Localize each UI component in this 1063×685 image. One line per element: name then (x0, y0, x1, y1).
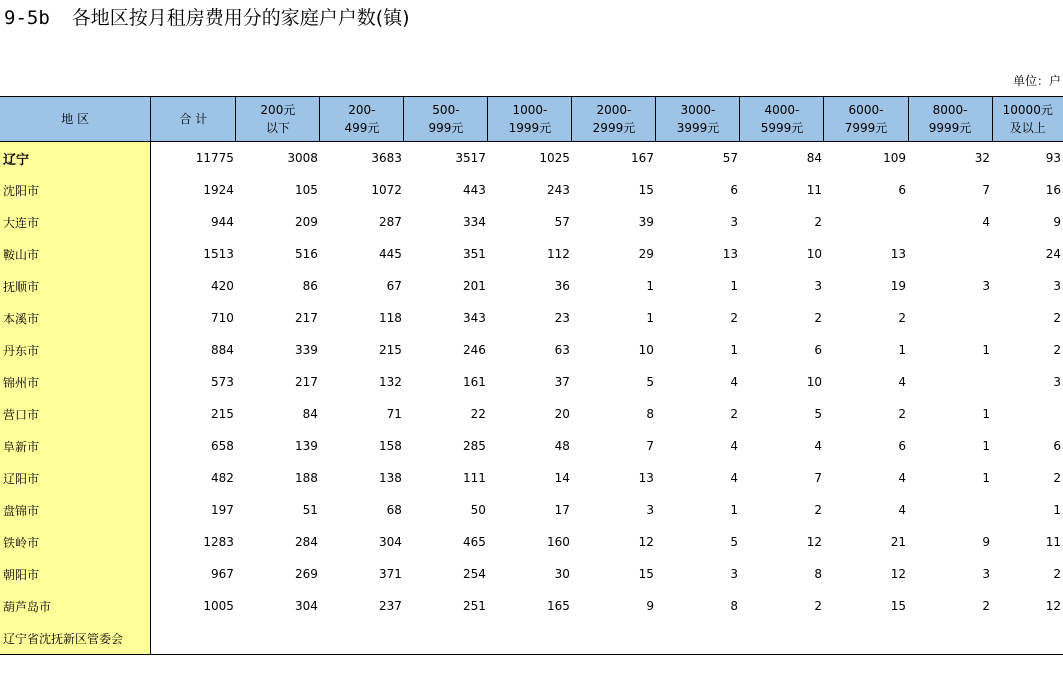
value-cell: 217 (294, 375, 318, 389)
region-cell: 辽阳市 (0, 462, 151, 494)
value-cell: 465 (463, 535, 486, 549)
value-cell (488, 622, 572, 655)
value-cell: 215 (379, 343, 402, 357)
region-cell: 盘锦市 (0, 494, 151, 526)
region-cell: 抚顺市 (0, 270, 151, 302)
data-table (0, 96, 1063, 655)
region-cell: 阜新市 (0, 430, 151, 462)
value-cell: 2 (1053, 567, 1061, 581)
table-row (0, 398, 1063, 430)
value-cell: 105 (294, 183, 318, 197)
region-cell: 朝阳市 (0, 558, 151, 590)
value-cell: 12 (806, 535, 822, 549)
value-cell: 167 (631, 151, 654, 165)
value-cell: 3 (730, 567, 738, 581)
value-cell: 6 (814, 343, 822, 357)
value-cell: 304 (379, 535, 402, 549)
value-cell: 269 (294, 567, 318, 581)
value-cell: 93 (1045, 151, 1061, 165)
value-cell: 201 (463, 279, 486, 293)
value-cell: 516 (294, 247, 318, 261)
region-cell: 葫芦岛市 (0, 590, 151, 622)
value-cell: 3 (814, 279, 822, 293)
value-cell: 284 (294, 535, 318, 549)
value-cell: 37 (554, 375, 570, 389)
value-cell (824, 206, 908, 238)
value-cell: 57 (554, 215, 570, 229)
value-cell: 158 (379, 439, 402, 453)
value-cell: 334 (463, 215, 486, 229)
value-cell: 1 (646, 279, 654, 293)
table-title: 各地区按月租房费用分的家庭户户数(镇) (71, 7, 410, 29)
value-cell: 13 (638, 471, 654, 485)
value-cell: 68 (386, 503, 402, 517)
value-cell: 7 (814, 471, 822, 485)
value-cell: 138 (379, 471, 402, 485)
value-cell: 32 (974, 151, 991, 165)
value-cell: 5 (814, 407, 822, 421)
region-cell: 丹东市 (0, 334, 151, 366)
value-cell: 5 (730, 535, 738, 549)
value-cell: 1 (730, 279, 738, 293)
table-row (0, 526, 1063, 558)
value-cell: 251 (463, 599, 486, 613)
column-header-8000-9999: 8000- 9999元 (908, 97, 992, 142)
table-row (0, 622, 1063, 655)
value-cell: 351 (463, 247, 486, 261)
value-cell: 84 (806, 151, 822, 165)
total-cell: 1924 (203, 183, 234, 197)
table-body (0, 142, 1063, 655)
value-cell: 2 (982, 599, 991, 613)
value-cell: 9 (1053, 215, 1061, 229)
unit-label: 单位：户 (1012, 74, 1061, 88)
value-cell (908, 302, 992, 334)
value-cell: 2 (1053, 343, 1061, 357)
total-cell: 967 (210, 567, 234, 581)
value-cell: 4 (898, 503, 906, 517)
value-cell: 3 (730, 215, 738, 229)
value-cell: 63 (554, 343, 570, 357)
value-cell: 3 (1053, 279, 1061, 293)
value-cell: 21 (890, 535, 906, 549)
column-header-1000-1999: 1000- 1999元 (488, 97, 572, 142)
value-cell: 371 (379, 567, 402, 581)
value-cell: 160 (547, 535, 570, 549)
value-cell: 15 (638, 567, 654, 581)
total-cell: 1283 (203, 535, 234, 549)
value-cell: 10 (638, 343, 654, 357)
page-title (4, 6, 410, 30)
value-cell (908, 238, 992, 270)
value-cell: 1 (982, 343, 991, 357)
value-cell: 24 (1045, 247, 1061, 261)
total-cell: 11775 (195, 151, 234, 165)
value-cell: 4 (898, 471, 906, 485)
value-cell: 9 (646, 599, 654, 613)
column-header-500-999: 500- 999元 (404, 97, 488, 142)
value-cell: 339 (294, 343, 318, 357)
value-cell: 10 (806, 375, 822, 389)
value-cell: 6 (730, 183, 738, 197)
value-cell: 209 (294, 215, 318, 229)
value-cell: 2 (898, 311, 906, 325)
table-number: 9-5b (4, 7, 50, 29)
value-cell: 1072 (371, 183, 402, 197)
total-cell: 1005 (203, 599, 234, 613)
value-cell: 4 (814, 439, 822, 453)
value-cell: 71 (386, 407, 402, 421)
region-cell: 大连市 (0, 206, 151, 238)
value-cell: 13 (722, 247, 738, 261)
value-cell: 3517 (455, 151, 486, 165)
value-cell: 4 (730, 375, 738, 389)
region-cell: 锦州市 (0, 366, 151, 398)
value-cell: 2 (730, 407, 738, 421)
value-cell (404, 622, 488, 655)
table-row (0, 206, 1063, 238)
value-cell: 67 (386, 279, 402, 293)
value-cell: 12 (890, 567, 906, 581)
value-cell (236, 622, 320, 655)
column-header-200-below: 200元 以下 (236, 97, 320, 142)
value-cell: 1 (730, 503, 738, 517)
value-cell: 6 (898, 183, 906, 197)
value-cell: 165 (547, 599, 570, 613)
value-cell: 8 (646, 407, 654, 421)
value-cell: 8 (730, 599, 738, 613)
total-cell: 420 (210, 279, 234, 293)
value-cell: 1 (646, 311, 654, 325)
total-cell: 1513 (203, 247, 234, 261)
table-row (0, 430, 1063, 462)
value-cell: 2 (814, 311, 822, 325)
value-cell: 5 (646, 375, 654, 389)
value-cell: 1 (982, 439, 991, 453)
value-cell: 11 (1045, 535, 1061, 549)
value-cell: 161 (463, 375, 486, 389)
value-cell: 343 (463, 311, 486, 325)
value-cell: 2 (814, 215, 822, 229)
value-cell: 3683 (371, 151, 402, 165)
value-cell: 13 (890, 247, 906, 261)
region-cell: 辽宁 (0, 142, 151, 175)
value-cell: 86 (302, 279, 318, 293)
region-cell: 鞍山市 (0, 238, 151, 270)
total-cell: 884 (210, 343, 234, 357)
value-cell: 112 (547, 247, 570, 261)
table-row (0, 142, 1063, 175)
value-cell: 4 (898, 375, 906, 389)
total-cell: 197 (210, 503, 234, 517)
value-cell: 287 (379, 215, 402, 229)
value-cell: 16 (1045, 183, 1061, 197)
value-cell: 1 (1053, 503, 1061, 517)
value-cell: 11 (806, 183, 822, 197)
value-cell: 139 (294, 439, 318, 453)
value-cell: 6 (898, 439, 906, 453)
value-cell: 1 (982, 471, 991, 485)
value-cell: 23 (554, 311, 570, 325)
value-cell: 3 (1053, 375, 1061, 389)
table-row (0, 366, 1063, 398)
total-cell: 215 (210, 407, 234, 421)
value-cell: 15 (890, 599, 906, 613)
table-row (0, 494, 1063, 526)
value-cell: 132 (379, 375, 402, 389)
value-cell (824, 622, 908, 655)
value-cell: 2 (1053, 311, 1061, 325)
value-cell (908, 622, 992, 655)
value-cell: 2 (814, 503, 822, 517)
value-cell: 7 (646, 439, 654, 453)
value-cell: 254 (463, 567, 486, 581)
value-cell: 36 (554, 279, 570, 293)
value-cell: 445 (379, 247, 402, 261)
value-cell: 1025 (539, 151, 570, 165)
value-cell: 237 (379, 599, 402, 613)
value-cell: 48 (554, 439, 570, 453)
total-cell (151, 622, 236, 655)
value-cell: 39 (638, 215, 654, 229)
value-cell: 2 (814, 599, 822, 613)
value-cell: 246 (463, 343, 486, 357)
value-cell: 1 (898, 343, 906, 357)
value-cell: 20 (554, 407, 570, 421)
value-cell: 443 (463, 183, 486, 197)
value-cell: 15 (638, 183, 654, 197)
total-cell: 482 (210, 471, 234, 485)
value-cell: 51 (302, 503, 318, 517)
value-cell: 3 (982, 567, 991, 581)
value-cell: 57 (722, 151, 738, 165)
table-row (0, 270, 1063, 302)
value-cell: 6 (1053, 439, 1061, 453)
value-cell: 111 (463, 471, 486, 485)
value-cell: 1 (982, 407, 991, 421)
value-cell (572, 622, 656, 655)
column-header-10000-above: 10000元 及以上 (992, 97, 1063, 142)
column-header-200-499: 200- 499元 (320, 97, 404, 142)
table-row (0, 238, 1063, 270)
value-cell: 217 (294, 311, 318, 325)
region-cell: 本溪市 (0, 302, 151, 334)
value-cell: 29 (638, 247, 654, 261)
value-cell: 22 (470, 407, 486, 421)
value-cell: 3008 (287, 151, 318, 165)
value-cell: 84 (302, 407, 318, 421)
value-cell: 7 (982, 183, 991, 197)
value-cell: 12 (638, 535, 654, 549)
region-cell: 营口市 (0, 398, 151, 430)
value-cell (320, 622, 404, 655)
table-row (0, 590, 1063, 622)
column-header-total: 合 计 (151, 97, 236, 142)
table-row (0, 302, 1063, 334)
total-cell: 573 (210, 375, 234, 389)
region-cell: 辽宁省沈抚新区管委会 (0, 622, 151, 655)
value-cell: 285 (463, 439, 486, 453)
value-cell (908, 366, 992, 398)
value-cell: 12 (1045, 599, 1061, 613)
region-cell: 铁岭市 (0, 526, 151, 558)
column-header-4000-5999: 4000- 5999元 (740, 97, 824, 142)
value-cell: 304 (294, 599, 318, 613)
total-cell: 658 (210, 439, 234, 453)
table-header (0, 97, 1063, 142)
table-row (0, 558, 1063, 590)
column-header-3000-3999: 3000- 3999元 (656, 97, 740, 142)
total-cell: 710 (210, 311, 234, 325)
table-row (0, 174, 1063, 206)
value-cell (656, 622, 740, 655)
value-cell: 243 (547, 183, 570, 197)
total-cell: 944 (210, 215, 234, 229)
value-cell: 4 (730, 471, 738, 485)
table-row (0, 334, 1063, 366)
value-cell: 4 (730, 439, 738, 453)
value-cell: 2 (730, 311, 738, 325)
value-cell: 14 (554, 471, 570, 485)
value-cell: 19 (890, 279, 906, 293)
value-cell: 3 (982, 279, 991, 293)
value-cell: 118 (379, 311, 402, 325)
value-cell (992, 398, 1063, 430)
value-cell: 2 (1053, 471, 1061, 485)
column-header-2000-2999: 2000- 2999元 (572, 97, 656, 142)
value-cell (908, 494, 992, 526)
value-cell: 10 (806, 247, 822, 261)
value-cell: 2 (898, 407, 906, 421)
value-cell (740, 622, 824, 655)
value-cell: 3 (646, 503, 654, 517)
region-cell: 沈阳市 (0, 174, 151, 206)
value-cell: 8 (814, 567, 822, 581)
table-row (0, 462, 1063, 494)
value-cell: 50 (470, 503, 486, 517)
value-cell (992, 622, 1063, 655)
value-cell: 17 (554, 503, 570, 517)
value-cell: 1 (730, 343, 738, 357)
column-header-6000-7999: 6000- 7999元 (824, 97, 908, 142)
value-cell: 4 (982, 215, 991, 229)
value-cell: 9 (982, 535, 991, 549)
column-header-region: 地 区 (0, 97, 151, 142)
value-cell: 188 (294, 471, 318, 485)
value-cell: 30 (554, 567, 570, 581)
value-cell: 109 (883, 151, 906, 165)
